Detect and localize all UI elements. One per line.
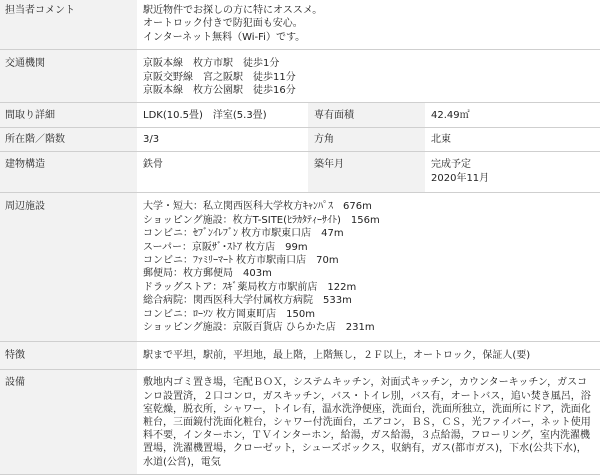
direction-value: 北東 xyxy=(425,128,600,152)
equipment-text: 敷地内ゴミ置き場，宅配ＢＯＸ，システムキッチン，対面式キッチン，カウンターキッチン，ガスコンロ設置済，２口コンロ，ガスキッチン，バス・トイレ別，バス有，オートバス，追い焚き風呂，浴室乾燥，脱衣所，シャワー，トイレ有，温水洗浄便座，洗面台，洗面所独立，洗面所にドア，洗面化粧台，三面鏡付洗面化粧台，シャワー付洗面台，エアコン，ＢＳ，ＣＳ，光ファイバー，ネット使用料不要，インターホン，ＴＶインターホン，給湯，ガス給湯，３点給湯，フローリング，室内洗濯機置場，洗濯機置場，クローゼット，シューズボックス，収納有，ガス(都市ガス)，下水(公共下水)，水道(公営)，電気 xyxy=(143,377,591,468)
feature-label: 特徴 xyxy=(0,342,137,370)
comment-label: 担当者コメント xyxy=(0,0,137,50)
floor-row xyxy=(0,128,600,152)
nearby-value xyxy=(137,193,600,342)
nearby-item: コンビニ：ﾛｰｿﾝ 枚方岡東町店 150m xyxy=(143,308,316,320)
traffic-line: 京阪本線 枚方公園駅 徒歩16分 xyxy=(143,85,296,97)
nearby-item: ショッピング施設：京阪百貨店 ひらかた店 231m xyxy=(143,322,375,334)
traffic-line: 京阪交野線 宮之阪駅 徒歩11分 xyxy=(143,71,296,83)
equipment-label: 設備 xyxy=(0,370,137,474)
traffic-value xyxy=(137,50,600,103)
nearby-item: 郵便局：枚方郵便局 403m xyxy=(143,268,272,280)
nearby-label: 周辺施設 xyxy=(0,193,137,342)
comment-value xyxy=(137,0,600,50)
structure-row xyxy=(0,152,600,193)
area-label: 専有面積 xyxy=(308,103,425,128)
built-date-line: 完成予定 xyxy=(431,159,471,171)
nearby-item: コンビニ：ｾﾌﾞﾝｲﾚﾌﾞﾝ 枚方市駅東口店 47m xyxy=(143,228,344,240)
direction-label: 方角 xyxy=(308,128,425,152)
layout-value: LDK(10.5畳) 洋室(5.3畳) xyxy=(137,103,308,128)
comment-line: オートロック付きで防犯面も安心。 xyxy=(143,18,303,30)
nearby-item: コンビニ：ﾌｧﾐﾘｰﾏｰﾄ 枚方市駅南口店 70m xyxy=(143,255,339,267)
comment-row xyxy=(0,0,600,50)
built-date-line: 2020年11月 xyxy=(431,172,490,184)
structure-value: 鉄骨 xyxy=(137,152,308,193)
traffic-row xyxy=(0,50,600,103)
nearby-row xyxy=(0,193,600,342)
area-value: 42.49㎡ xyxy=(425,103,600,128)
floor-value: 3/3 xyxy=(137,128,308,152)
nearby-item: ドラッグストア：ｽｷﾞ薬局枚方市駅前店 122m xyxy=(143,281,357,293)
layout-row xyxy=(0,103,600,128)
comment-line: インターネット無料（Wi-Fi）です。 xyxy=(143,31,306,43)
equipment-value xyxy=(137,370,600,474)
comment-line: 駅近物件でお探しの方に特にオススメ。 xyxy=(143,5,323,16)
floor-label: 所在階／階数 xyxy=(0,128,137,152)
equipment-row xyxy=(0,370,600,474)
structure-label: 建物構造 xyxy=(0,152,137,193)
feature-row xyxy=(0,342,600,370)
nearby-item: 大学・短大：私立関西医科大学枚方ｷｬﾝﾊﾟｽ 676m xyxy=(143,201,372,213)
built-date-label: 築年月 xyxy=(308,152,425,193)
traffic-line: 京阪本線 枚方市駅 徒歩1分 xyxy=(143,58,280,70)
traffic-label: 交通機関 xyxy=(0,50,137,103)
nearby-item: 総合病院：関西医科大学付属枚方病院 533m xyxy=(143,295,352,307)
layout-label: 間取り詳細 xyxy=(0,103,137,128)
nearby-item: ショッピング施設：枚方T-SITE(ﾋﾗｶﾀﾃｨｰｻｲﾄ) 156m xyxy=(143,214,380,226)
built-date-value xyxy=(425,152,600,193)
nearby-item: スーパー：京阪ｻﾞ･ｽﾄｱ 枚方店 99m xyxy=(143,241,308,253)
feature-value: 駅まで平坦，駅前，平坦地，最上階，上階無し，２Ｆ以上，オートロック，保証人(要) xyxy=(137,342,600,370)
